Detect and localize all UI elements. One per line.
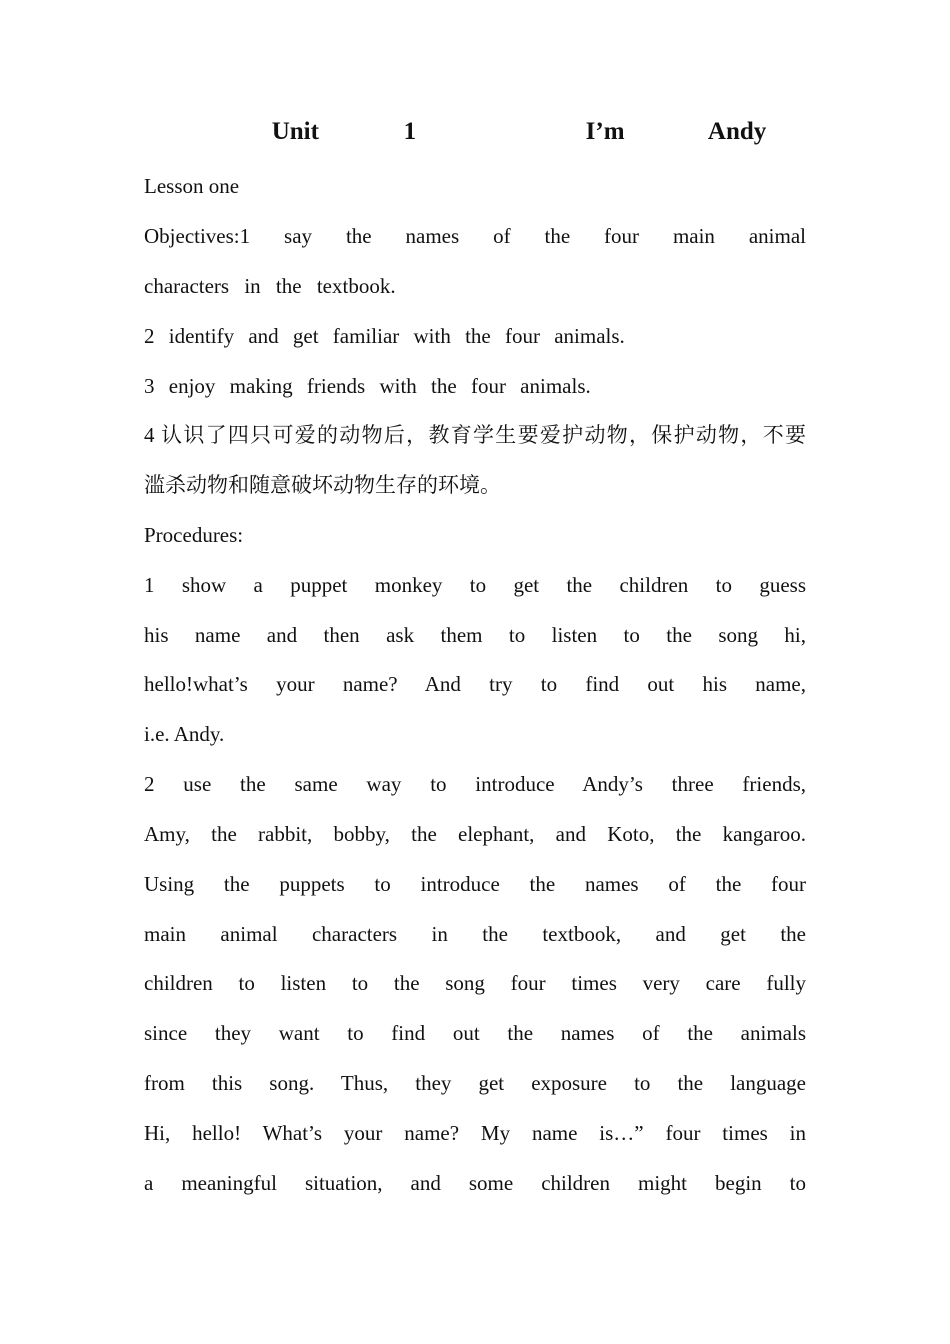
procedure-line-3: hello!what’s your name? And try to find out his name, xyxy=(144,672,806,696)
objective-line-4: 3 enjoy making friends with the four animals. xyxy=(144,374,591,398)
procedure-line-2: his name and then ask them to listen to the song hi, xyxy=(144,623,806,647)
procedure-line-4: i.e. Andy. xyxy=(144,722,225,746)
procedure-line-1: 1 show a puppet monkey to get the children to guess xyxy=(144,573,806,597)
procedures-heading: Procedures: xyxy=(144,523,244,547)
objective-line-3: 2 identify and get familiar with the four animals. xyxy=(144,324,625,348)
procedure-line-8: main animal characters in the textbook, and get the xyxy=(144,922,806,946)
procedure-line-9: children to listen to the song four times very care fully xyxy=(144,971,806,995)
procedure-line-5: 2 use the same way to introduce Andy’s three friends, xyxy=(144,772,806,796)
procedure-line-12: Hi, hello! What’s your name? My name is…” four times in xyxy=(144,1121,806,1145)
objective-line-6: 滥杀动物和随意破坏动物生存的环境。 xyxy=(144,473,501,497)
objective-line-2: characters in the textbook. xyxy=(144,274,396,298)
lesson-heading: Lesson one xyxy=(144,174,240,198)
procedure-line-13: a meaningful situation, and some children might begin to xyxy=(144,1171,806,1195)
procedure-line-10: since they want to find out the names of the animals xyxy=(144,1021,806,1045)
procedure-line-7: Using the puppets to introduce the names of the four xyxy=(144,872,806,896)
objective-line-1: Objectives:1 say the names of the four main animal xyxy=(144,224,806,248)
procedure-line-11: from this song. Thus, they get exposure to the language xyxy=(144,1071,806,1095)
document-title: Unit 1 I’m Andy xyxy=(271,118,767,145)
procedure-line-6: Amy, the rabbit, bobby, the elephant, and Koto, the kangaroo. xyxy=(144,822,806,846)
objective-line-5: 4 认识了四只可爱的动物后，教育学生要爱护动物，保护动物，不要 xyxy=(144,423,806,447)
